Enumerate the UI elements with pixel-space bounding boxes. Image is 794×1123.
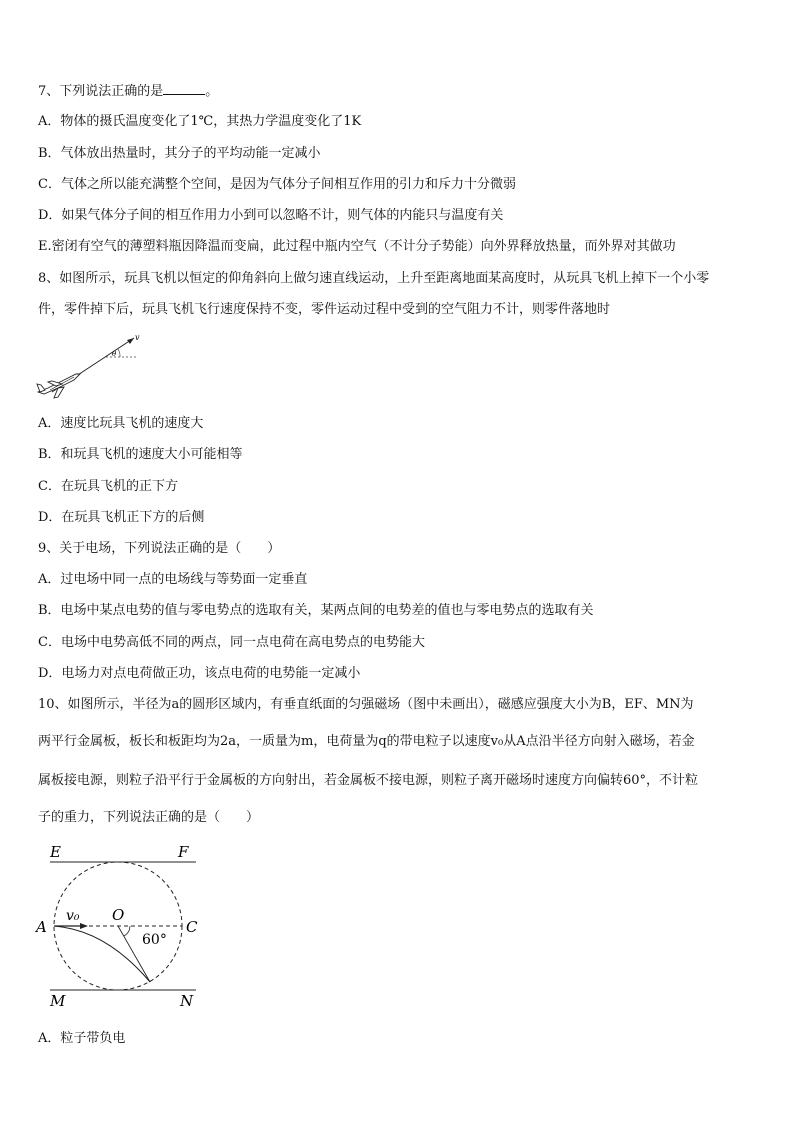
label-f: F — [178, 843, 189, 861]
label-m: M — [50, 992, 66, 1010]
q8-stem-line1: 8、如图所示，玩具飞机以恒定的仰角斜向上做匀速直线运动，上升至距离地面某高度时，从玩具飞机上掉下一个小零 — [38, 271, 710, 286]
q7-stem-text: 7、下列说法正确的是 — [38, 84, 164, 99]
q8-option-a: A．速度比玩具飞机的速度大 — [38, 416, 204, 431]
q9-option-a: A．过电场中同一点的电场线与等势面一定垂直 — [38, 572, 308, 587]
toy-plane-figure — [34, 330, 144, 402]
velocity-arrowhead — [127, 338, 134, 344]
q10-stem-line4: 子的重力，下列说法正确的是（ ） — [38, 810, 260, 825]
q7-stem — [38, 82, 218, 101]
label-a: A — [36, 918, 47, 936]
q10-stem-line1: 10、如图所示，半径为a的圆形区域内，有垂直纸面的匀强磁场（图中未画出），磁感应强度大小为B，EF、MN为 — [38, 697, 694, 712]
toy-plane-icon — [37, 374, 80, 398]
q9-option-d: D．电场力对点电荷做正功，该点电荷的电势能一定减小 — [38, 666, 361, 681]
label-v0: v₀ — [66, 908, 80, 924]
q8-option-d: D．在玩具飞机正下方的后侧 — [38, 510, 205, 525]
label-n: N — [180, 992, 194, 1010]
q7-stem-end: 。 — [205, 84, 219, 99]
q8-option-c: C．在玩具飞机的正下方 — [38, 479, 178, 494]
q10-stem-line3: 属板接电源，则粒子沿平行于金属板的方向射出，若金属板不接电源，则粒子离开磁场时速度方向偏转60°，不计粒 — [38, 773, 699, 788]
q10-stem-line2: 两平行金属板，板长和板距均为2a，一质量为m，电荷量为q的带电粒子以速度v₀从A点沿半径方向射入磁场，若金 — [38, 734, 695, 749]
q9-option-c: C．电场中电势高低不同的两点，同一点电荷在高电势点的电势能大 — [38, 635, 425, 650]
q7-option-e: E.密闭有空气的薄塑料瓶因降温而变扁，此过程中瓶内空气（不计分子势能）向外界释放热量，而外界对其做功 — [38, 239, 676, 254]
label-e: E — [50, 843, 61, 861]
angle-label: θ — [112, 350, 117, 358]
q7-option-c: C．气体之所以能充满整个空间，是因为气体分子间相互作用的引力和斥力十分微弱 — [38, 177, 516, 192]
q7-option-b: B．气体放出热量时，其分子的平均动能一定减小 — [38, 146, 321, 161]
label-o: O — [112, 906, 125, 924]
angle-arc — [118, 349, 120, 357]
q9-stem: 9、关于电场，下列说法正确的是（ ） — [38, 541, 281, 556]
label-c: C — [186, 918, 198, 936]
q8-option-b: B．和玩具飞机的速度大小可能相等 — [38, 447, 243, 462]
v0-arrowhead — [80, 923, 88, 929]
particle-trajectory — [54, 926, 150, 982]
q7-option-a: A．物体的摄氏温度变化了1℃，其热力学温度变化了1K — [38, 114, 362, 129]
answer-blank — [163, 82, 205, 95]
deflection-angle-arc — [124, 926, 130, 936]
q8-stem-line2: 件，零件掉下后，玩具飞机飞行速度保持不变，零件运动过程中受到的空气阻力不计，则零件落地时 — [38, 302, 611, 317]
q7-option-d: D．如果气体分子间的相互作用力小到可以忽略不计，则气体的内能只与温度有关 — [38, 208, 504, 223]
velocity-label: v — [135, 333, 140, 342]
magnetic-field-figure — [34, 840, 214, 1012]
q9-option-b: B．电场中某点电势的值与零电势点的选取有关，某两点间的电势差的值也与零电势点的选取有关 — [38, 603, 594, 618]
q10-option-a: A．粒子带负电 — [38, 1031, 126, 1046]
label-60-degrees: 60° — [142, 932, 167, 948]
